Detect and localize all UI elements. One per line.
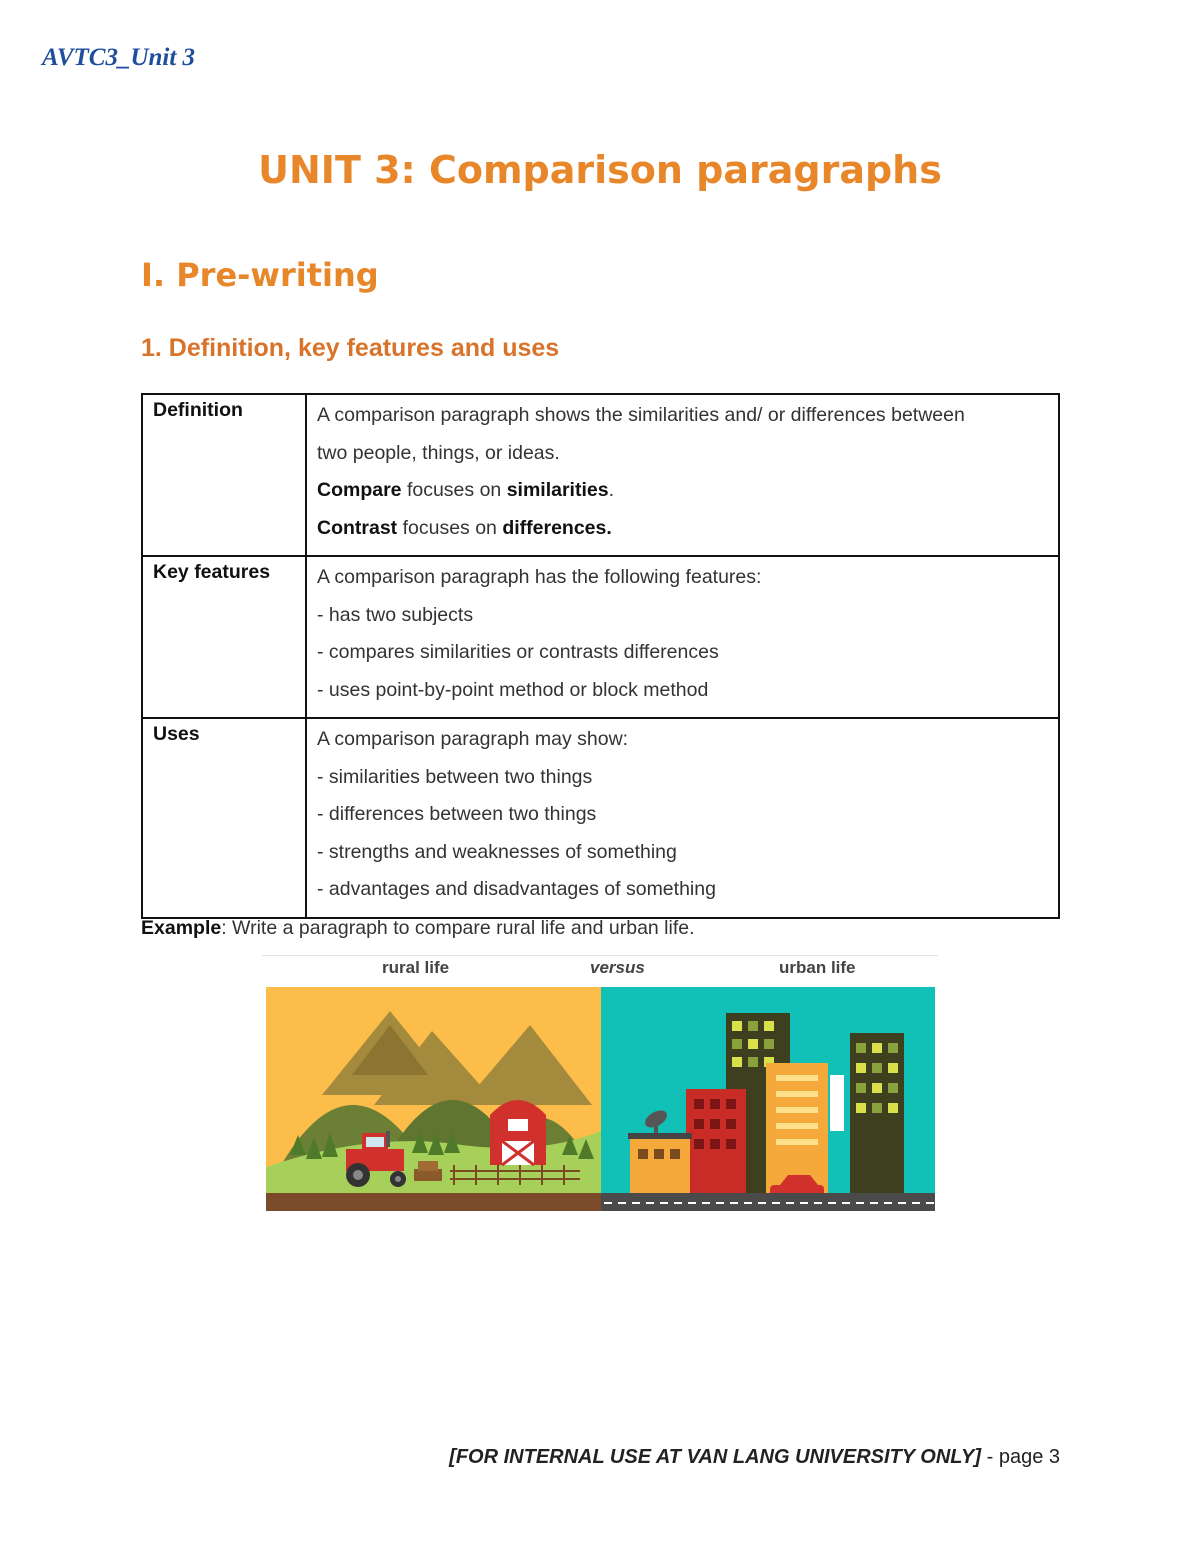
rural-life-label: rural life	[382, 958, 450, 977]
example-prefix: Example	[141, 917, 222, 939]
table-row-key-features	[142, 556, 1059, 718]
row-label-key-features: Key features	[142, 556, 306, 718]
list-item: A comparison paragraph has the following features:	[317, 566, 762, 588]
header-label: AVTC3_Unit 3	[42, 44, 196, 71]
list-item: - similarities between two things	[317, 765, 593, 788]
page-footer	[449, 1446, 1060, 1469]
table-row-definition	[142, 394, 1059, 556]
table-row-uses	[142, 718, 1059, 918]
contrast-focus: differences.	[502, 516, 612, 539]
rural-ground	[266, 1193, 601, 1211]
example-prompt	[141, 917, 695, 940]
row-content-key-features	[306, 556, 1059, 718]
hay-bales-icon	[414, 1161, 442, 1181]
definition-table	[141, 393, 1060, 919]
list-item: - compares similarities or contrasts differences	[317, 641, 719, 663]
row-label-definition: Definition	[142, 394, 306, 556]
contrast-mid-text: focuses on	[397, 516, 503, 539]
definition-line: two people, things, or ideas.	[317, 441, 560, 464]
red-building-icon	[686, 1089, 746, 1193]
example-text: : Write a paragraph to compare rural life and urban life.	[221, 917, 695, 939]
definition-line: A comparison paragraph shows the similarities and/ or differences between	[317, 404, 965, 426]
document-title: UNIT 3: Comparison paragraphs	[258, 148, 942, 192]
compare-mid-text: focuses on	[401, 479, 507, 501]
compare-focus: similarities	[506, 479, 609, 501]
footer-page-number: - page 3	[981, 1446, 1060, 1468]
right-green-building-icon	[850, 1033, 904, 1193]
small-building-icon	[628, 1133, 692, 1193]
list-item: - has two subjects	[317, 603, 474, 626]
list-item: - strengths and weaknesses of something	[317, 840, 677, 863]
barn-icon	[490, 1100, 546, 1165]
list-item: - advantages and disadvantages of something	[317, 878, 716, 900]
section-heading: I. Pre-writing	[141, 256, 379, 294]
versus-label: versus	[590, 958, 645, 977]
urban-life-label: urban life	[779, 958, 856, 977]
subsection-heading: 1. Definition, key features and uses	[141, 334, 560, 362]
contrast-line	[317, 510, 1048, 548]
orange-building-icon	[766, 1063, 828, 1193]
compare-line	[317, 472, 1048, 510]
compare-term: Compare	[317, 479, 402, 501]
row-content-uses	[306, 718, 1059, 918]
compare-tail: .	[608, 479, 614, 501]
contrast-term: Contrast	[317, 516, 398, 539]
list-item: - differences between two things	[317, 803, 597, 825]
list-item: A comparison paragraph may show:	[317, 728, 629, 750]
footer-notice: [FOR INTERNAL USE AT VAN LANG UNIVERSITY ONLY]	[449, 1446, 982, 1468]
illustration-svg	[262, 955, 938, 1215]
list-item: - uses point-by-point method or block method	[317, 678, 709, 701]
row-label-uses: Uses	[142, 718, 306, 918]
row-content-definition	[306, 394, 1059, 556]
rural-vs-urban-illustration	[262, 955, 938, 1215]
building-sign	[830, 1075, 844, 1131]
